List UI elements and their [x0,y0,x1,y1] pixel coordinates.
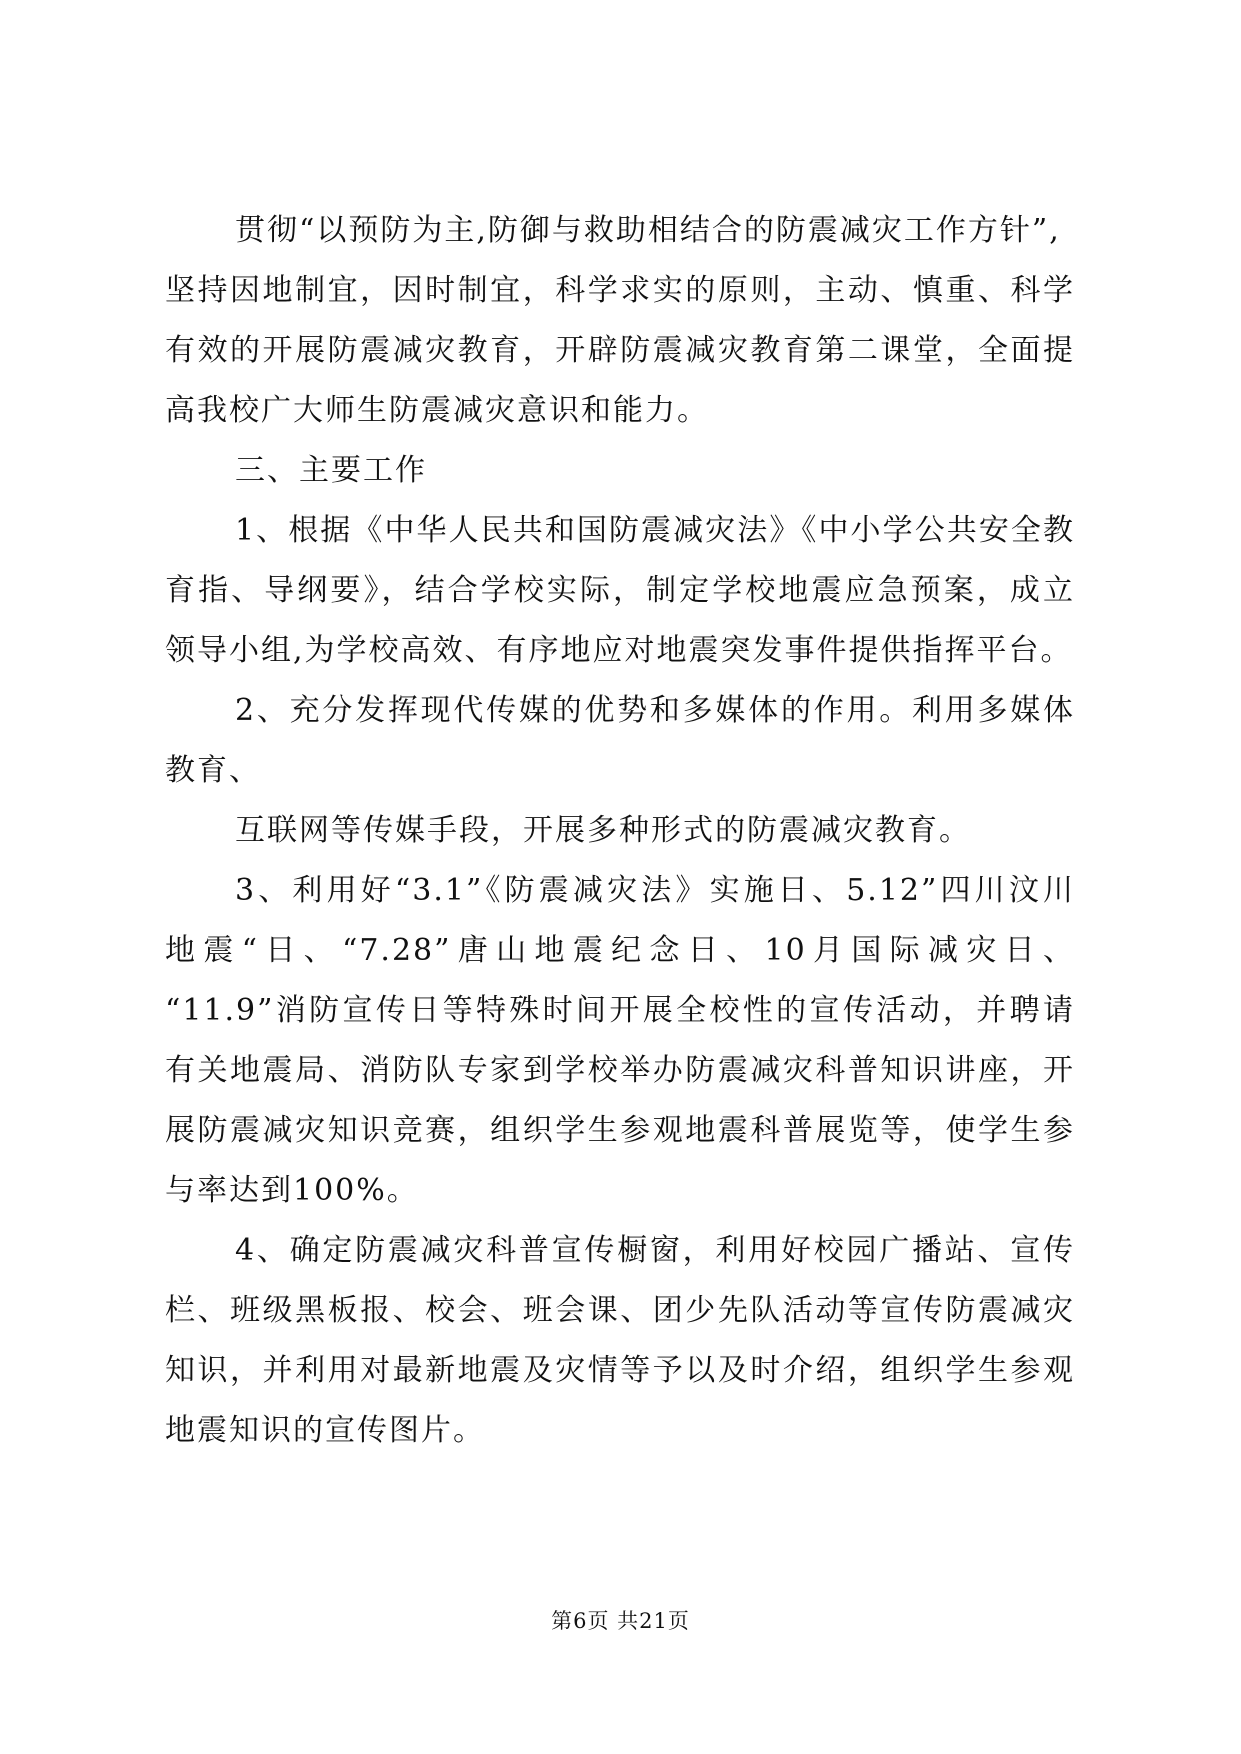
paragraph-line: 贯彻“以预防为主,防御与救助相结合的防震减灾工作方针”, [235,213,1061,248]
paragraph-line: “11.9”消防宣传日等特殊时间开展全校性的宣传活动，并聘请 [165,993,1075,1028]
paragraph-line: 地震知识的宣传图片。 [165,1413,485,1448]
paragraph-line: 有效的开展防震减灾教育，开辟防震减灾教育第二课堂，全面提 [165,333,1075,368]
paragraph-line: 地震“日、“7.28”唐山地震纪念日、10月国际减灾日、 [165,933,1075,968]
paragraph-line: 3、利用好“3.1”《防震减灾法》实施日、5.12”四川汶川 [235,873,1075,908]
paragraph-line: 互联网等传媒手段，开展多种形式的防震减灾教育。 [235,813,971,848]
paragraph-line: 2、充分发挥现代传媒的优势和多媒体的作用。利用多媒体 [235,693,1075,728]
page-number-footer: 第6页 共21页 [551,1609,690,1633]
paragraph-line: 展防震减灾知识竞赛，组织学生参观地震科普展览等，使学生参 [165,1113,1075,1148]
paragraph-line: 高我校广大师生防震减灾意识和能力。 [165,393,709,428]
paragraph-line: 育指、导纲要》，结合学校实际，制定学校地震应急预案，成立 [165,573,1075,608]
paragraph-line: 坚持因地制宜，因时制宜，科学求实的原则，主动、慎重、科学 [165,273,1075,308]
paragraph-line: 领导小组,为学校高效、有序地应对地震突发事件提供指挥平台。 [165,633,1073,668]
paragraph-line: 有关地震局、消防队专家到学校举办防震减灾科普知识讲座，开 [165,1053,1075,1088]
paragraph-line: 知识，并利用对最新地震及灾情等予以及时介绍，组织学生参观 [165,1353,1075,1388]
paragraph-line: 1、根据《中华人民共和国防震减灾法》《中小学公共安全教 [235,513,1075,548]
paragraph-line: 教育、 [165,753,261,788]
paragraph-line: 4、确定防震减灾科普宣传橱窗，利用好校园广播站、宣传 [235,1233,1075,1268]
section-heading: 三、主要工作 [235,453,427,488]
paragraph-line: 与率达到100%。 [165,1173,419,1208]
paragraph-line: 栏、班级黑板报、校会、班会课、团少先队活动等宣传防震减灾 [165,1293,1075,1328]
